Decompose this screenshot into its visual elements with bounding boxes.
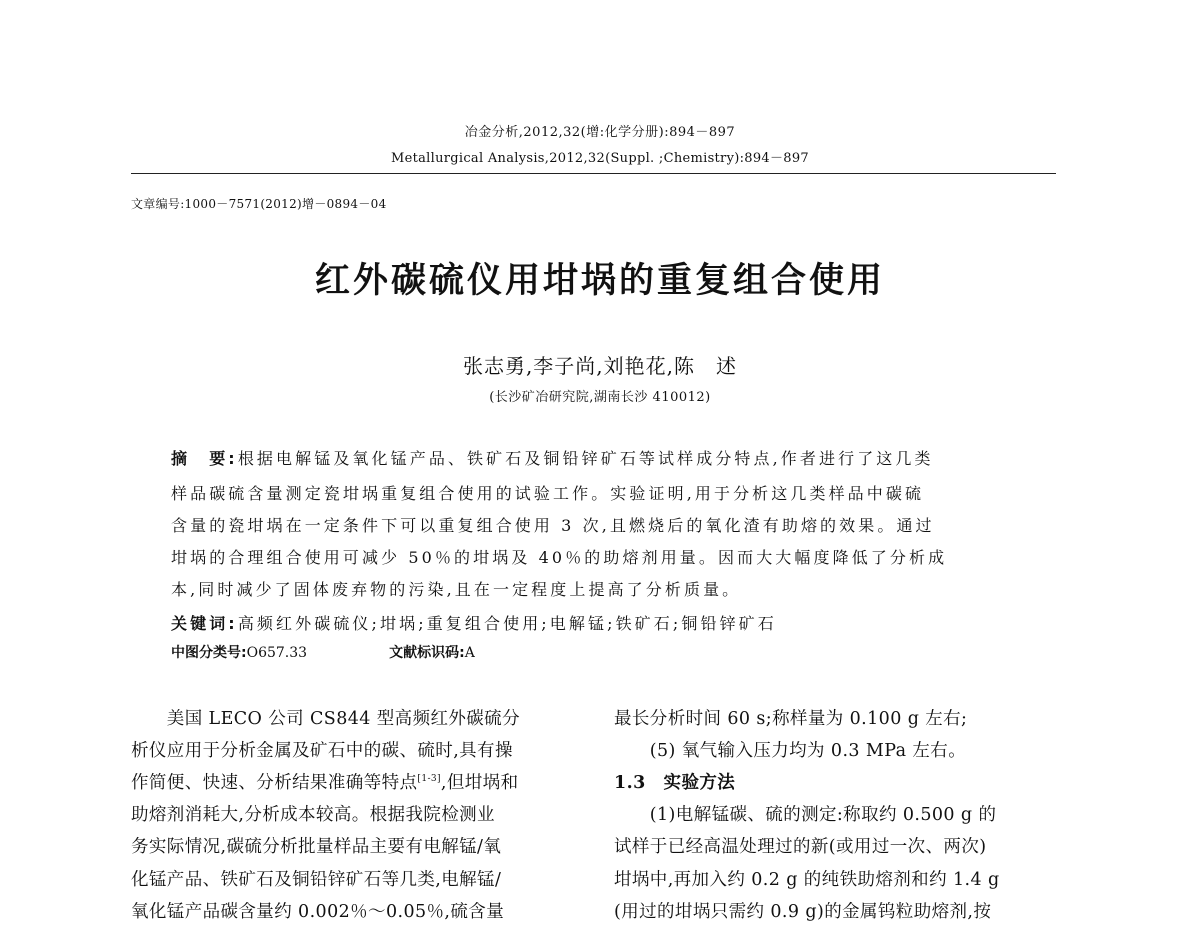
journal-header-cn: 冶金分析,2012,32(增:化学分册):894－897: [464, 125, 736, 140]
body-right-line: (5) 氧气输入压力均为 0.3 MPa 左右。: [614, 741, 967, 761]
section-heading: 1.3 实验方法: [614, 773, 736, 793]
classification-line: [171, 642, 475, 662]
keywords-line: [171, 611, 777, 634]
clc-label: 中图分类号:: [171, 645, 247, 661]
citation-ref: [1-3]: [417, 774, 441, 785]
abstract-line: [171, 446, 934, 469]
body-right-line: 坩埚中,再加入约 0.2 g 的纯铁助熔剂和约 1.4 g: [614, 870, 1000, 890]
body-left-line: 务实际情况,碳硫分析批量样品主要有电解锰/氧: [131, 837, 502, 857]
body-right-line: 试样于已经高温处理过的新(或用过一次、两次): [614, 837, 987, 857]
abstract-line: 本,同时减少了固体废弃物的污染,且在一定程度上提高了分析质量。: [171, 580, 742, 599]
abstract-line: 样品碳硫含量测定瓷坩埚重复组合使用的试验工作。实验证明,用于分析这几类样品中碳硫: [171, 484, 925, 503]
body-left-line: 助熔剂消耗大,分析成本较高。根据我院检测业: [131, 805, 495, 825]
body-left-line: [131, 769, 518, 794]
body-left-line: 氧化锰产品碳含量约 0.002％～0.05％,硫含量: [131, 902, 505, 922]
affiliation: (长沙矿冶研究院,湖南长沙 410012): [489, 390, 711, 405]
abstract-line: 含量的瓷坩埚在一定条件下可以重复组合使用 3 次,且燃烧后的氧化渣有助熔的效果。通过: [171, 516, 935, 535]
body-text: 作简便、快速、分析结果准确等特点: [131, 773, 418, 793]
body-left-line: 美国 LECO 公司 CS844 型高频红外碳硫分: [131, 709, 520, 729]
abstract-text: 根据电解锰及氧化锰产品、铁矿石及铜铅锌矿石等试样成分特点,作者进行了这几类: [237, 449, 934, 468]
doc-code-value: A: [464, 645, 475, 661]
doc-code-label: 文献标识码:: [389, 645, 465, 661]
body-right-line: 最长分析时间 60 s;称样量为 0.100 g 左右;: [614, 709, 968, 729]
abstract-label: 摘 要:: [171, 449, 238, 468]
body-text: ,但坩埚和: [440, 773, 519, 793]
journal-header-en: Metallurgical Analysis,2012,32(Suppl. ;Chemistry):894－897: [390, 151, 809, 166]
body-left-line: 化锰产品、铁矿石及铜铅锌矿石等几类,电解锰/: [131, 870, 502, 890]
authors: 张志勇,李子尚,刘艳花,陈 述: [462, 354, 738, 378]
abstract-line: 坩埚的合理组合使用可减少 50％的坩埚及 40％的助熔剂用量。因而大大幅度降低了分析成: [171, 548, 948, 567]
keywords-text: 高频红外碳硫仪;坩埚;重复组合使用;电解锰;铁矿石;铜铅锌矿石: [237, 614, 777, 633]
article-number: 文章编号:1000－7571(2012)增－0894－04: [131, 197, 387, 211]
body-right-line: (用过的坩埚只需约 0.9 g)的金属钨粒助熔剂,按: [614, 902, 992, 922]
keywords-label: 关键词:: [171, 614, 238, 633]
clc-value: O657.33: [246, 645, 308, 661]
body-left-line: 析仪应用于分析金属及矿石中的碳、硫时,具有操: [131, 741, 513, 761]
header-rule: [131, 173, 1056, 174]
paper-title: 红外碳硫仪用坩埚的重复组合使用: [314, 261, 885, 301]
body-right-line: (1)电解锰碳、硫的测定:称取约 0.500 g 的: [614, 805, 997, 825]
